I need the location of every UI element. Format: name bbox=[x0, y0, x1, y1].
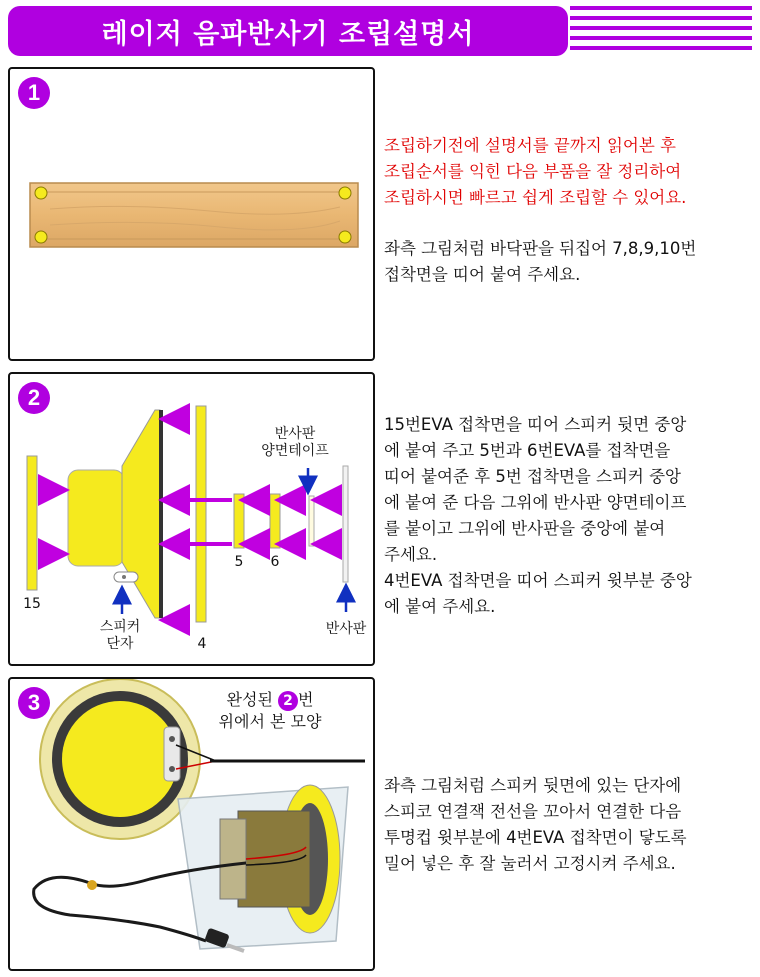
part-15-label: 15 bbox=[23, 596, 41, 612]
part-6-label: 6 bbox=[270, 554, 280, 570]
header-banner bbox=[8, 6, 568, 56]
part-4-label: 4 bbox=[197, 636, 207, 652]
base-board-illustration bbox=[10, 69, 377, 363]
page-title: 레이저 음파반사기 조립설명서 bbox=[101, 18, 475, 50]
step2-number-badge: 2 bbox=[18, 382, 50, 414]
tape-label: 반사판 양면테이프 bbox=[261, 426, 329, 459]
step2-panel bbox=[8, 372, 375, 666]
step2-instruction-text: 15번EVA 접착면을 띠어 스피커 뒷면 중앙 에 붙여 주고 5번과 6번EVA를 접착면을 띠어 붙여준 후 5번 접착면을 스피커 중앙 에 붙여 준 다음 그위에 반사판 양면테이프 를 붙이고 그위에 반사판을 중앙에 붙여 주세요. 4번EVA 접착면을 띠어 스피커 윗부분 중앙 에 붙여 주세요. bbox=[384, 415, 692, 616]
part-5-label: 5 bbox=[234, 554, 244, 570]
step1-instruction-text: 좌측 그림처럼 바닥판을 뒤집어 7,8,9,10번 접착면을 띠어 붙여 주세요. bbox=[384, 239, 697, 284]
step3-number-badge: 3 bbox=[18, 687, 50, 719]
step3-panel bbox=[8, 677, 375, 971]
step3-instruction-text: 좌측 그림처럼 스피커 뒷면에 있는 단자에 스피코 연결잭 전선을 꼬아서 연결한 다음 투명컵 윗부분에 4번EVA 접착면이 닿도록 밀어 넣은 후 잘 눌러서 고정시켜 주세요. bbox=[384, 776, 687, 873]
step1-number-badge: 1 bbox=[18, 77, 50, 109]
top-view-caption: 완성된 2 번 위에서 본 모양 bbox=[218, 690, 322, 731]
step1-warning-text: 조립하기전에 설명서를 끝까지 읽어본 후 조립순서를 익힌 다음 부품을 잘 정리하여 조립하시면 빠르고 쉽게 조립할 수 있어요. bbox=[384, 136, 687, 207]
terminal-label: 스피커 단자 bbox=[99, 619, 141, 652]
caption-step-badge: 2 bbox=[278, 691, 298, 711]
step1-panel bbox=[8, 67, 375, 361]
reflector-label: 반사판 bbox=[325, 621, 367, 637]
header-stripes bbox=[570, 6, 752, 56]
